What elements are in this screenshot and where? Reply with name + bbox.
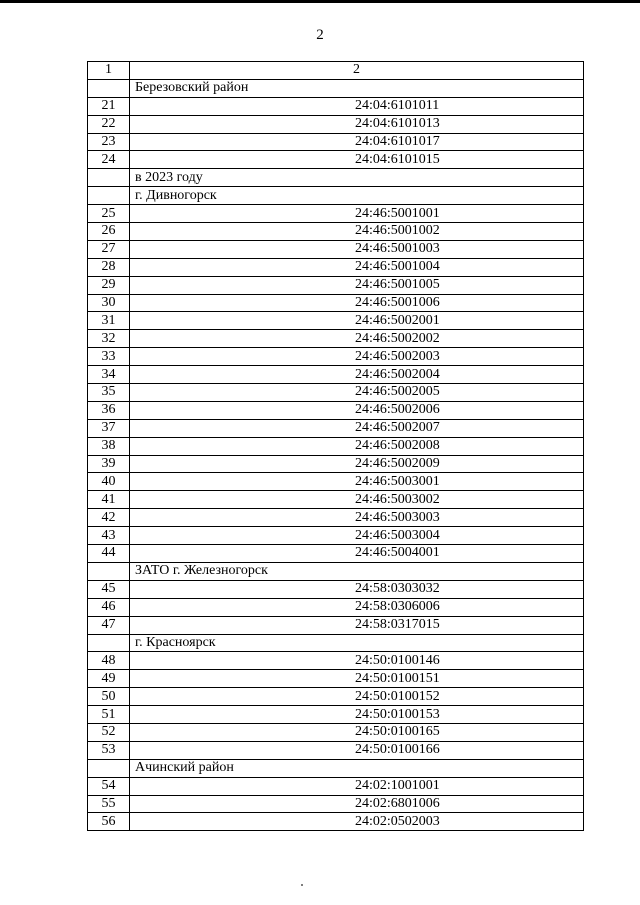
- cadastral-number: 24:50:0100146: [130, 652, 584, 670]
- cadastral-number: 24:04:6101013: [130, 115, 584, 133]
- cadastral-number: 24:46:5003002: [130, 491, 584, 509]
- table-row: [88, 276, 584, 294]
- row-number: 31: [88, 312, 130, 330]
- row-number: 48: [88, 652, 130, 670]
- row-number: 56: [88, 813, 130, 831]
- row-number: 42: [88, 509, 130, 527]
- row-number: 26: [88, 223, 130, 241]
- table-row: [88, 330, 584, 348]
- table-row: [88, 598, 584, 616]
- row-number: 53: [88, 741, 130, 759]
- table-row: [88, 401, 584, 419]
- table-row: [88, 294, 584, 312]
- table-row: [88, 97, 584, 115]
- table-row: [88, 366, 584, 384]
- section-title: в 2023 году: [130, 169, 584, 187]
- cadastral-number: 24:46:5004001: [130, 545, 584, 563]
- row-number: 46: [88, 598, 130, 616]
- table-row: [88, 455, 584, 473]
- table-row: [88, 706, 584, 724]
- row-number: 40: [88, 473, 130, 491]
- cadastral-number: 24:46:5003004: [130, 527, 584, 545]
- table-row: [88, 115, 584, 133]
- table-row: [88, 312, 584, 330]
- table-row: [88, 473, 584, 491]
- section-title: Ачинский район: [130, 759, 584, 777]
- cadastral-number: 24:46:5002001: [130, 312, 584, 330]
- row-number: 51: [88, 706, 130, 724]
- scan-speck: [301, 884, 303, 886]
- row-number: [88, 79, 130, 97]
- cadastral-number: 24:58:0303032: [130, 580, 584, 598]
- row-number: 55: [88, 795, 130, 813]
- cadastral-number: 24:46:5002009: [130, 455, 584, 473]
- table-row: [88, 205, 584, 223]
- cadastral-number: 24:58:0306006: [130, 598, 584, 616]
- table-row: [88, 580, 584, 598]
- row-number: 47: [88, 616, 130, 634]
- section-row: [88, 79, 584, 97]
- section-row: [88, 187, 584, 205]
- header-col-1: 1: [88, 62, 130, 80]
- cadastral-number: 24:46:5002002: [130, 330, 584, 348]
- table-row: [88, 437, 584, 455]
- row-number: 33: [88, 348, 130, 366]
- row-number: 41: [88, 491, 130, 509]
- table-row: [88, 688, 584, 706]
- scan-top-border: [0, 0, 640, 3]
- table-row: [88, 777, 584, 795]
- table-row: [88, 545, 584, 563]
- row-number: 36: [88, 401, 130, 419]
- table-row: [88, 509, 584, 527]
- cadastral-number: 24:46:5002008: [130, 437, 584, 455]
- cadastral-number: 24:04:6101017: [130, 133, 584, 151]
- cadastral-number: 24:46:5002003: [130, 348, 584, 366]
- row-number: 44: [88, 545, 130, 563]
- row-number: 27: [88, 240, 130, 258]
- row-number: 50: [88, 688, 130, 706]
- cadastral-number: 24:02:0502003: [130, 813, 584, 831]
- row-number: 30: [88, 294, 130, 312]
- table-row: [88, 419, 584, 437]
- section-title: г. Красноярск: [130, 634, 584, 652]
- row-number: 38: [88, 437, 130, 455]
- cadastral-number: 24:46:5001004: [130, 258, 584, 276]
- cadastral-number: 24:50:0100153: [130, 706, 584, 724]
- cadastral-number: 24:46:5003001: [130, 473, 584, 491]
- row-number: 34: [88, 366, 130, 384]
- section-title: Березовский район: [130, 79, 584, 97]
- cadastral-number: 24:46:5001003: [130, 240, 584, 258]
- cadastral-number: 24:46:5002007: [130, 419, 584, 437]
- cadastral-number: 24:46:5001001: [130, 205, 584, 223]
- cadastral-table: [87, 61, 584, 831]
- table-row: [88, 670, 584, 688]
- table-header-row: [88, 62, 584, 80]
- cadastral-number: 24:50:0100152: [130, 688, 584, 706]
- cadastral-number: 24:04:6101015: [130, 151, 584, 169]
- section-title: г. Дивногорск: [130, 187, 584, 205]
- table-row: [88, 348, 584, 366]
- cadastral-number: 24:46:5001006: [130, 294, 584, 312]
- cadastral-number: 24:04:6101011: [130, 97, 584, 115]
- table-row: [88, 240, 584, 258]
- table-body: [88, 62, 584, 831]
- cadastral-number: 24:46:5002005: [130, 384, 584, 402]
- cadastral-number: 24:50:0100151: [130, 670, 584, 688]
- section-row: [88, 562, 584, 580]
- row-number: 23: [88, 133, 130, 151]
- table-row: [88, 813, 584, 831]
- row-number: 25: [88, 205, 130, 223]
- row-number: 29: [88, 276, 130, 294]
- row-number: 39: [88, 455, 130, 473]
- section-row: [88, 759, 584, 777]
- row-number: [88, 759, 130, 777]
- page-number: 2: [316, 27, 324, 43]
- cadastral-number: 24:02:6801006: [130, 795, 584, 813]
- row-number: 52: [88, 723, 130, 741]
- row-number: [88, 187, 130, 205]
- cadastral-number: 24:50:0100165: [130, 723, 584, 741]
- cadastral-number: 24:46:5001002: [130, 223, 584, 241]
- row-number: 32: [88, 330, 130, 348]
- cadastral-number: 24:58:0317015: [130, 616, 584, 634]
- table-row: [88, 741, 584, 759]
- row-number: 21: [88, 97, 130, 115]
- row-number: [88, 169, 130, 187]
- header-col-2: 2: [130, 62, 584, 80]
- table-row: [88, 384, 584, 402]
- section-row: [88, 169, 584, 187]
- cadastral-number: 24:50:0100166: [130, 741, 584, 759]
- table-row: [88, 652, 584, 670]
- row-number: [88, 634, 130, 652]
- table-row: [88, 491, 584, 509]
- section-title: ЗАТО г. Железногорск: [130, 562, 584, 580]
- row-number: 22: [88, 115, 130, 133]
- row-number: 43: [88, 527, 130, 545]
- table-row: [88, 258, 584, 276]
- section-row: [88, 634, 584, 652]
- row-number: 54: [88, 777, 130, 795]
- cadastral-number: 24:46:5001005: [130, 276, 584, 294]
- cadastral-number: 24:46:5002004: [130, 366, 584, 384]
- row-number: [88, 562, 130, 580]
- table-row: [88, 795, 584, 813]
- row-number: 35: [88, 384, 130, 402]
- table-row: [88, 723, 584, 741]
- cadastral-number: 24:46:5003003: [130, 509, 584, 527]
- row-number: 49: [88, 670, 130, 688]
- cadastral-number: 24:46:5002006: [130, 401, 584, 419]
- row-number: 37: [88, 419, 130, 437]
- row-number: 45: [88, 580, 130, 598]
- table-row: [88, 223, 584, 241]
- row-number: 28: [88, 258, 130, 276]
- table-row: [88, 527, 584, 545]
- cadastral-number: 24:02:1001001: [130, 777, 584, 795]
- table-row: [88, 133, 584, 151]
- row-number: 24: [88, 151, 130, 169]
- table-row: [88, 151, 584, 169]
- table-row: [88, 616, 584, 634]
